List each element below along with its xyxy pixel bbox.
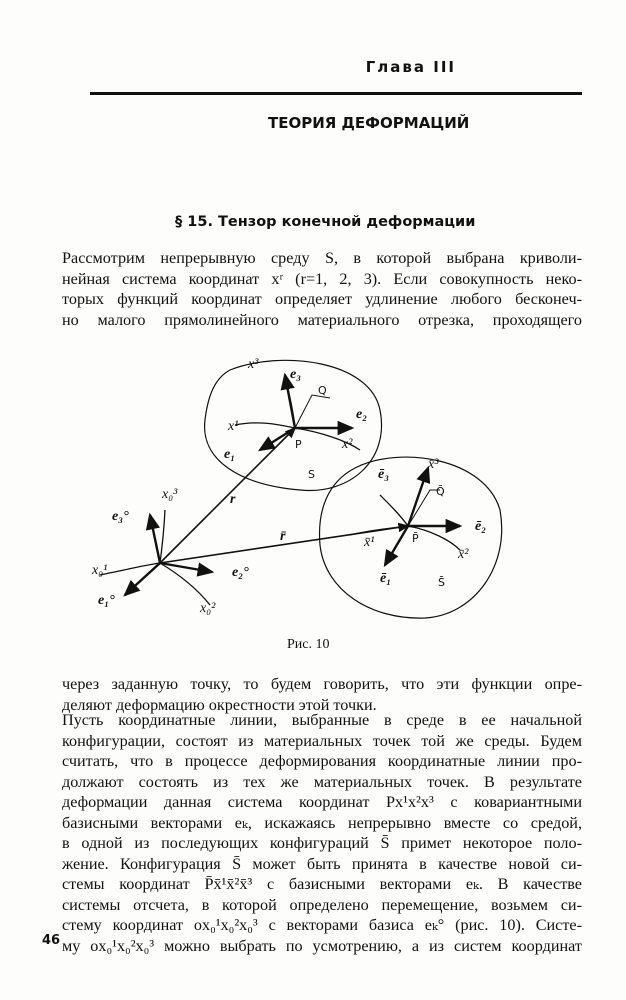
text-line: считать, что в процессе деформирования координатные линии про- bbox=[62, 752, 582, 770]
label-x1-bar: x̄¹ bbox=[364, 535, 375, 550]
label-x2: x² bbox=[342, 437, 353, 452]
text-line: деформации данная система координат Px¹x²x³ с ковариантными bbox=[62, 793, 582, 811]
text-line: через заданную точку, то будем говорить, что эти функции опре- bbox=[62, 675, 582, 693]
label-x3-origin: x₀³ bbox=[162, 487, 178, 502]
section-title: § 15. Тензор конечной деформации bbox=[175, 214, 476, 230]
text-line: му ox₀¹x₀²x₀³ можно выбрать по усмотрению, а из систем координат bbox=[62, 936, 582, 955]
chapter-title: ТЕОРИЯ ДЕФОРМАЦИЙ bbox=[268, 114, 470, 132]
label-e3-bar: ē₃ bbox=[378, 467, 390, 482]
label-q: Q bbox=[318, 384, 327, 397]
text-line: базисными векторами eₖ, искажаясь непрерывно вместе со средой, bbox=[62, 813, 582, 832]
page-number: 46 bbox=[42, 933, 61, 948]
paragraph-main bbox=[62, 710, 582, 956]
label-x2-bar: x̄² bbox=[458, 547, 469, 562]
label-e3-origin: e₃° bbox=[112, 509, 129, 524]
label-r-bar: r̄ bbox=[280, 529, 286, 544]
label-x1-origin: x₀¹ bbox=[92, 563, 108, 578]
paragraph-intro bbox=[62, 248, 582, 330]
chapter-heading: Глава III bbox=[365, 58, 456, 76]
text-line: стему координат ox₀¹x₀²x₀³ с векторами базиса eₖ° (рис. 10). Систе- bbox=[62, 916, 582, 934]
text-line: конфигурации, состоят из материальных точек той же среды. Будем bbox=[62, 731, 582, 750]
label-e2: e₂ bbox=[356, 407, 368, 422]
label-e1-origin: e₁° bbox=[98, 593, 115, 608]
label-x3: x³ bbox=[248, 357, 259, 372]
label-e1-bar: ē₁ bbox=[380, 571, 392, 586]
label-e2-bar: ē₂ bbox=[475, 519, 487, 534]
label-e2-origin: e₂° bbox=[232, 565, 249, 580]
text-line: но малого прямолинейного материального отрезка, проходящего bbox=[62, 310, 582, 329]
text-line: Пусть координатные линии, выбранные в среде в ее начальной bbox=[62, 711, 582, 729]
figure-caption: Рис. 10 bbox=[287, 637, 330, 652]
label-p: P bbox=[295, 438, 302, 451]
paragraph-continuation bbox=[62, 674, 582, 715]
text-line: торых функций координат определяет удлинение любого бесконеч- bbox=[62, 290, 582, 308]
label-x2-origin: x₀² bbox=[200, 601, 216, 616]
label-e3: e₃ bbox=[290, 367, 302, 382]
text-line: деляют деформацию окрестности этой точки. bbox=[62, 695, 377, 714]
label-s-bar: S̄ bbox=[438, 576, 445, 589]
label-r: r bbox=[230, 492, 236, 507]
text-line: жение. Конфигурация S̄ может быть принята в качестве новой си- bbox=[62, 854, 582, 873]
text-line: Рассмотрим непрерывную среду S, в которой выбрана криволи- bbox=[62, 249, 582, 267]
text-line: стемы координат P̄x̄¹x̄²x̄³ с базисными векторами eₖ. В качестве bbox=[62, 875, 582, 893]
text-line: должают состоять из тех же материальных точек. В результате bbox=[62, 772, 582, 791]
label-q-bar: Q̄ bbox=[436, 485, 445, 498]
label-x1: x¹ bbox=[228, 419, 239, 434]
label-e1: e₁ bbox=[224, 447, 236, 462]
label-s: S bbox=[308, 468, 315, 481]
figure-deformation-diagram bbox=[80, 350, 550, 640]
text-line: нейная система координат xʳ (r=1, 2, 3). Если совокупность неко- bbox=[62, 269, 582, 288]
text-line: в одной из последующих конфигураций S̄ примет некоторое поло- bbox=[62, 834, 582, 852]
label-x3-bar: x̄³ bbox=[428, 457, 439, 472]
text-line: системы отсчета, в которой определено перемещение, возьмем си- bbox=[62, 895, 582, 914]
header-rule bbox=[90, 92, 582, 95]
label-p-bar: P̄ bbox=[412, 532, 419, 545]
